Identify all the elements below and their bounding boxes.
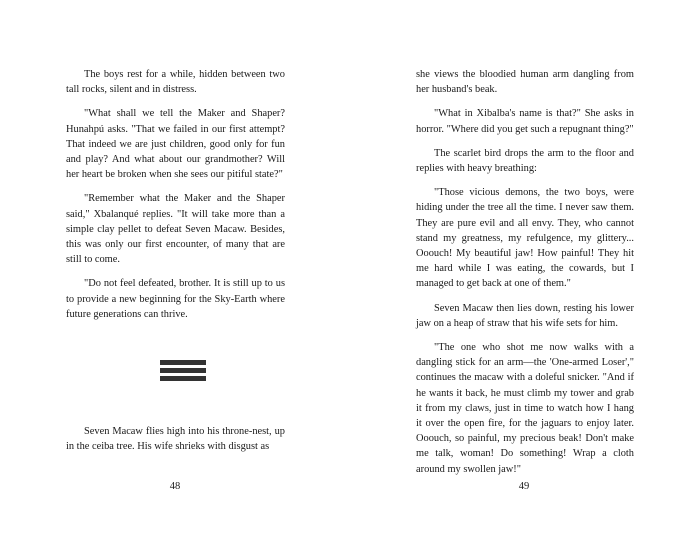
paragraph: "The one who shot me now walks with a dangling stick for an arm—the 'One-armed Loser'," continues the macaw with a doleful snicker. "And if he wants it back, he must climb my tower and grab it from my claws, just in time to watch how I hang it over the open fire, for the jaguars to enjoy later. Ooouch, so painful, my precious beak! Don't make me talk, woman! Do something! Wrap a cloth around my swollen jaw!" (416, 342, 634, 475)
paragraph: "Remember what the Maker and the Shaper said," Xbalanqué replies. "It will take more than a simple clay pellet to defeat Seven Macaw. Besides, this was only our first encounter, of many that are still to come. (66, 193, 285, 266)
paragraph: she views the bloodied human arm dangling from her husband's beak. (416, 69, 634, 96)
paragraph: "What shall we tell the Maker and Shaper? Hunahpú asks. "That we failed in our first attempt? That indeed we are just children, good only for fun and play? And what about our grandmother? Will her heart be broken when she sees our pitiful state?" (66, 108, 285, 181)
paragraph: The boys rest for a while, hidden between two tall rocks, silent and in distress. (66, 69, 285, 96)
paragraph: "Those vicious demons, the two boys, were hiding under the tree all the time. I never saw them. They are pure evil and all envy. They, who cannot stand my greatness, my refulgence, my glittery... Ooouch! My beautiful jaw! How painful! They hit me hard while I was eating, the cowards, but I managed to get back at one of them." (416, 187, 634, 290)
page-number-left: 48 (169, 481, 181, 492)
right-text (416, 67, 634, 486)
left-text-top (66, 67, 285, 331)
page-number-right: 49 (518, 481, 530, 492)
section-break-ornament (160, 360, 206, 384)
left-text-bottom (66, 424, 285, 463)
right-page (350, 0, 700, 541)
paragraph: Seven Macaw then lies down, resting his lower jaw on a heap of straw that his wife sets for him. (416, 302, 634, 329)
paragraph: The scarlet bird drops the arm to the floor and replies with heavy breathing: (416, 147, 634, 175)
paragraph: Seven Macaw flies high into his throne-nest, up in the ceiba tree. His wife shrieks with disgust as (66, 426, 285, 453)
paragraph: "Do not feel defeated, brother. It is still up to us to provide a new beginning for the Sky-Earth where future generations can thrive. (66, 278, 285, 320)
paragraph: "What in Xibalba's name is that?" She asks in horror. "Where did you get such a repugnant thing?" (416, 108, 634, 135)
